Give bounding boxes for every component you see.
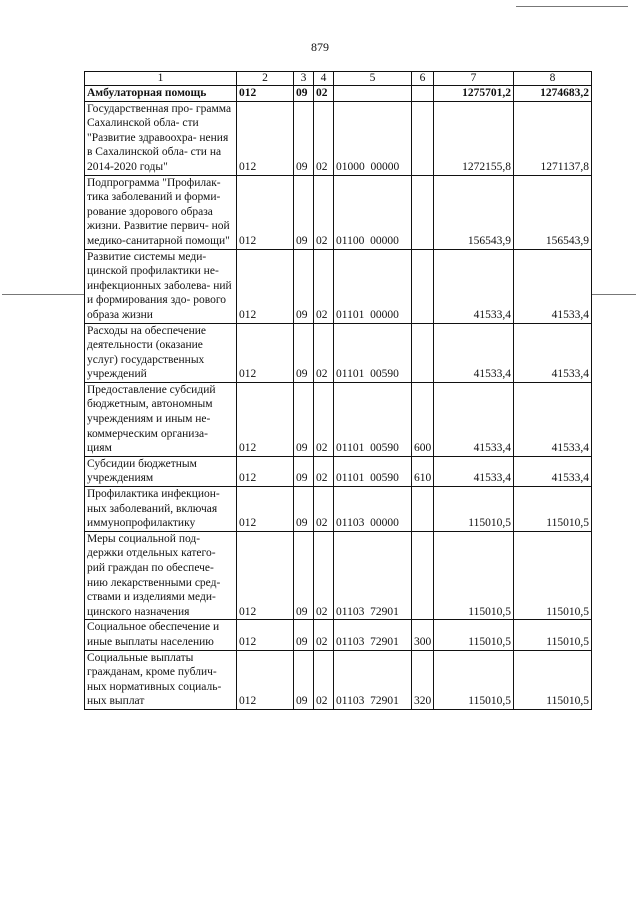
cell-subsection: 02: [314, 487, 334, 532]
header-cell: 3: [294, 72, 314, 86]
table-row: [85, 86, 592, 102]
header-cell: 5: [334, 72, 412, 86]
cell-subsection: 02: [314, 249, 334, 323]
cell-amount-year2: 115010,5: [514, 650, 592, 709]
cell-expense-type: [412, 101, 434, 175]
cell-target-article: 01101 00000: [334, 249, 412, 323]
right-margin-rule: [591, 294, 636, 295]
header-cell: 2: [237, 72, 294, 86]
top-right-rule: [516, 6, 628, 7]
cell-target-article: 01103 72901: [334, 620, 412, 650]
cell-subsection: 02: [314, 175, 334, 249]
cell-expense-type: 610: [412, 456, 434, 486]
row-name: Предоставление субсидий бюджетным, автономным учреждениям и иным не- коммерческим организа- циям: [85, 382, 237, 456]
cell-expense-type: 300: [412, 620, 434, 650]
cell-subsection: 02: [314, 650, 334, 709]
cell-expense-type: [412, 323, 434, 382]
header-cell: 6: [412, 72, 434, 86]
cell-expense-type: 600: [412, 382, 434, 456]
cell-section: 09: [294, 456, 314, 486]
header-cell: 7: [434, 72, 514, 86]
table-row: [85, 456, 592, 486]
table-row: [85, 382, 592, 456]
row-name: Меры социальной под- держки отдельных катего- рий граждан по обеспече- нию лекарственными сред- ствами и изделиями меди- цинского назначения: [85, 531, 237, 620]
cell-subsection: 02: [314, 382, 334, 456]
cell-amount-year1: 115010,5: [434, 650, 514, 709]
left-margin-rule: [2, 294, 84, 295]
cell-target-article: 01103 00000: [334, 487, 412, 532]
cell-expense-type: 320: [412, 650, 434, 709]
cell-amount-year2: 115010,5: [514, 487, 592, 532]
cell-amount-year2: 1274683,2: [514, 86, 592, 102]
cell-target-article: 01000 00000: [334, 101, 412, 175]
cell-subsection: 02: [314, 620, 334, 650]
cell-amount-year2: 115010,5: [514, 531, 592, 620]
cell-amount-year1: 115010,5: [434, 531, 514, 620]
cell-section: 09: [294, 382, 314, 456]
table-row: [85, 249, 592, 323]
cell-amount-year2: 41533,4: [514, 456, 592, 486]
cell-expense-type: [412, 249, 434, 323]
cell-section: 09: [294, 175, 314, 249]
cell-section: 09: [294, 86, 314, 102]
cell-target-article: [334, 86, 412, 102]
row-name: Амбулаторная помощь: [85, 86, 237, 102]
header-cell: 1: [85, 72, 237, 86]
cell-amount-year2: 1271137,8: [514, 101, 592, 175]
table-row: [85, 620, 592, 650]
cell-amount-year2: 41533,4: [514, 249, 592, 323]
table-row: [85, 531, 592, 620]
table-row: [85, 323, 592, 382]
cell-amount-year2: 156543,9: [514, 175, 592, 249]
budget-table: [84, 71, 592, 710]
row-name: Государственная про- грамма Сахалинской обла- сти "Развитие здравоохра- нения в Сахалинской обла- сти на 2014-2020 годы": [85, 101, 237, 175]
cell-amount-year1: 41533,4: [434, 249, 514, 323]
cell-subsection: 02: [314, 531, 334, 620]
cell-target-article: 01101 00590: [334, 456, 412, 486]
cell-section: 09: [294, 101, 314, 175]
cell-expense-type: [412, 531, 434, 620]
cell-ved: 012: [237, 620, 294, 650]
header-cell: 8: [514, 72, 592, 86]
cell-amount-year1: 41533,4: [434, 382, 514, 456]
cell-amount-year2: 115010,5: [514, 620, 592, 650]
cell-section: 09: [294, 487, 314, 532]
row-name: Социальные выплаты гражданам, кроме публич- ных нормативных социаль- ных выплат: [85, 650, 237, 709]
cell-section: 09: [294, 323, 314, 382]
cell-expense-type: [412, 175, 434, 249]
cell-ved: 012: [237, 249, 294, 323]
table-row: [85, 175, 592, 249]
cell-amount-year1: 115010,5: [434, 487, 514, 532]
header-row: [85, 72, 592, 86]
row-name: Субсидии бюджетным учреждениям: [85, 456, 237, 486]
cell-ved: 012: [237, 487, 294, 532]
cell-subsection: 02: [314, 323, 334, 382]
row-name: Профилактика инфекцион- ных заболеваний, включая иммунопрофилактику: [85, 487, 237, 532]
table-row: [85, 101, 592, 175]
cell-amount-year1: 41533,4: [434, 323, 514, 382]
row-name: Расходы на обеспечение деятельности (оказание услуг) государственных учреждений: [85, 323, 237, 382]
cell-ved: 012: [237, 531, 294, 620]
cell-subsection: 02: [314, 86, 334, 102]
header-cell: 4: [314, 72, 334, 86]
cell-target-article: 01101 00590: [334, 323, 412, 382]
cell-section: 09: [294, 650, 314, 709]
cell-amount-year1: 156543,9: [434, 175, 514, 249]
cell-expense-type: [412, 86, 434, 102]
cell-target-article: 01103 72901: [334, 650, 412, 709]
row-name: Социальное обеспечение и иные выплаты населению: [85, 620, 237, 650]
cell-ved: 012: [237, 175, 294, 249]
cell-expense-type: [412, 487, 434, 532]
row-name: Подпрограмма "Профилак- тика заболеваний и форми- рование здорового образа жизни. Развитие первич- ной медико-санитарной помощи": [85, 175, 237, 249]
cell-ved: 012: [237, 323, 294, 382]
cell-target-article: 01103 72901: [334, 531, 412, 620]
cell-ved: 012: [237, 650, 294, 709]
cell-target-article: 01101 00590: [334, 382, 412, 456]
cell-amount-year1: 41533,4: [434, 456, 514, 486]
page-number: 879: [311, 40, 329, 54]
cell-ved: 012: [237, 101, 294, 175]
cell-section: 09: [294, 531, 314, 620]
table-row: [85, 650, 592, 709]
row-name: Развитие системы меди- цинской профилактики не- инфекционных заболева- ний и формирования здо- рового образа жизни: [85, 249, 237, 323]
cell-subsection: 02: [314, 101, 334, 175]
table-row: [85, 487, 592, 532]
cell-ved: 012: [237, 86, 294, 102]
cell-amount-year2: 41533,4: [514, 323, 592, 382]
cell-ved: 012: [237, 382, 294, 456]
cell-ved: 012: [237, 456, 294, 486]
cell-amount-year1: 115010,5: [434, 620, 514, 650]
cell-amount-year1: 1275701,2: [434, 86, 514, 102]
cell-section: 09: [294, 620, 314, 650]
cell-amount-year1: 1272155,8: [434, 101, 514, 175]
cell-subsection: 02: [314, 456, 334, 486]
cell-target-article: 01100 00000: [334, 175, 412, 249]
cell-section: 09: [294, 249, 314, 323]
cell-amount-year2: 41533,4: [514, 382, 592, 456]
